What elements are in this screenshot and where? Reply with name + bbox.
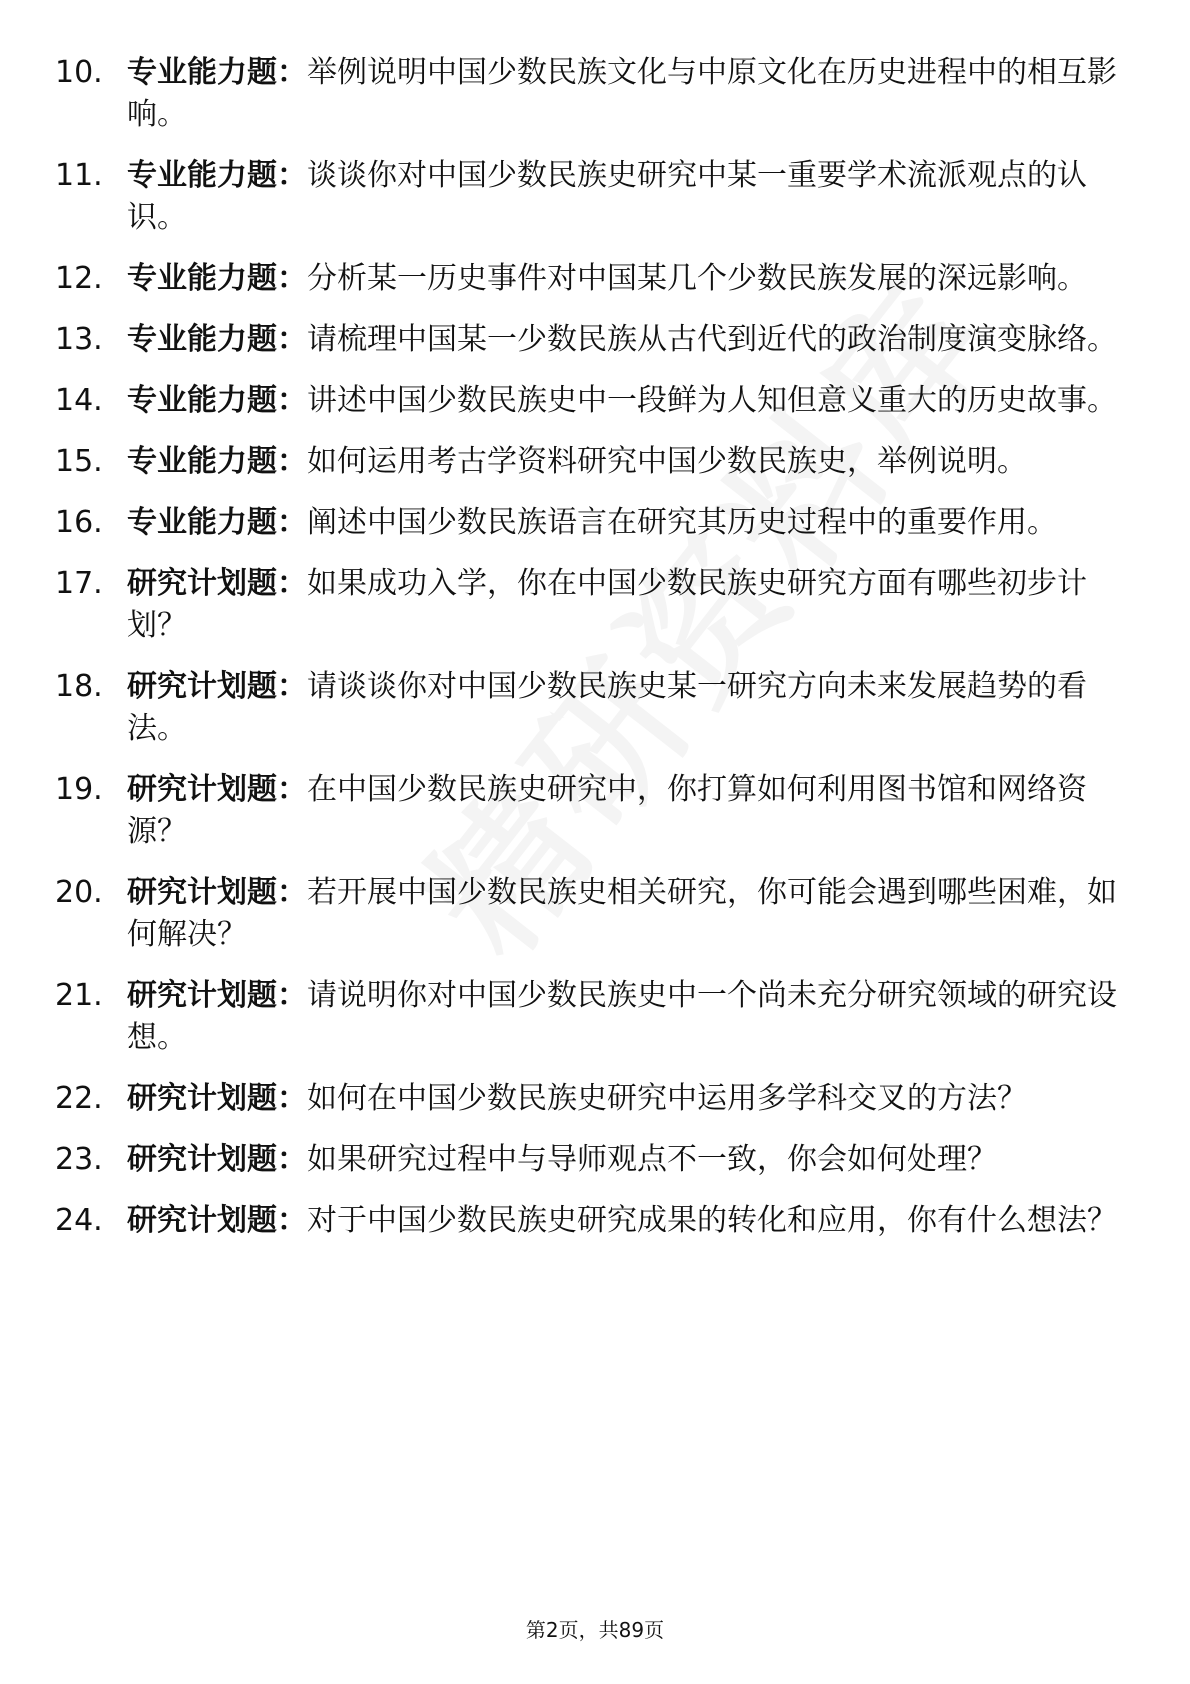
question-category: 研究计划题： bbox=[127, 566, 307, 601]
question-number: 14. bbox=[55, 383, 103, 418]
question-number: 16. bbox=[55, 505, 103, 540]
question-number: 15. bbox=[55, 444, 103, 479]
question-text: 阐述中国少数民族语言在研究其历史过程中的重要作用。 bbox=[307, 505, 1057, 540]
question-item bbox=[55, 1139, 1135, 1181]
question-category: 研究计划题： bbox=[127, 875, 307, 910]
question-text: 在中国少数民族史研究中，你打算如何利用图书馆和网络资源？ bbox=[127, 772, 1087, 849]
question-item bbox=[55, 258, 1135, 300]
question-item bbox=[55, 319, 1135, 361]
question-category: 专业能力题： bbox=[127, 505, 307, 540]
question-item bbox=[55, 769, 1135, 853]
question-category: 研究计划题： bbox=[127, 978, 307, 1013]
question-number: 17. bbox=[55, 566, 103, 601]
question-category: 专业能力题： bbox=[127, 55, 307, 90]
question-item bbox=[55, 441, 1135, 483]
question-text: 如果成功入学，你在中国少数民族史研究方面有哪些初步计划？ bbox=[127, 566, 1087, 643]
question-category: 研究计划题： bbox=[127, 1142, 307, 1177]
question-category: 专业能力题： bbox=[127, 444, 307, 479]
question-number: 18. bbox=[55, 669, 103, 704]
question-item bbox=[55, 666, 1135, 750]
question-number: 24. bbox=[55, 1203, 103, 1238]
question-number: 20. bbox=[55, 875, 103, 910]
question-category: 研究计划题： bbox=[127, 1081, 307, 1116]
question-category: 专业能力题： bbox=[127, 261, 307, 296]
question-text: 若开展中国少数民族史相关研究，你可能会遇到哪些困难，如何解决？ bbox=[127, 875, 1117, 952]
question-text: 谈谈你对中国少数民族史研究中某一重要学术流派观点的认识。 bbox=[127, 158, 1087, 235]
question-list bbox=[55, 52, 1135, 1261]
question-number: 23. bbox=[55, 1142, 103, 1177]
question-item bbox=[55, 502, 1135, 544]
question-number: 12. bbox=[55, 261, 103, 296]
page-footer: 第2页，共89页 bbox=[525, 1618, 665, 1642]
question-text: 请梳理中国某一少数民族从古代到近代的政治制度演变脉络。 bbox=[307, 322, 1117, 357]
question-item bbox=[55, 563, 1135, 647]
question-text: 如果研究过程中与导师观点不一致，你会如何处理？ bbox=[307, 1142, 997, 1177]
question-category: 专业能力题： bbox=[127, 158, 307, 193]
question-number: 10. bbox=[55, 55, 103, 90]
question-item bbox=[55, 975, 1135, 1059]
question-item bbox=[55, 380, 1135, 422]
question-text: 请说明你对中国少数民族史中一个尚未充分研究领域的研究设想。 bbox=[127, 978, 1117, 1055]
question-category: 研究计划题： bbox=[127, 772, 307, 807]
question-category: 研究计划题： bbox=[127, 669, 307, 704]
question-text: 讲述中国少数民族史中一段鲜为人知但意义重大的历史故事。 bbox=[307, 383, 1117, 418]
question-category: 专业能力题： bbox=[127, 383, 307, 418]
question-number: 21. bbox=[55, 978, 103, 1013]
question-text: 请谈谈你对中国少数民族史某一研究方向未来发展趋势的看法。 bbox=[127, 669, 1087, 746]
question-item bbox=[55, 1200, 1135, 1242]
question-number: 22. bbox=[55, 1081, 103, 1116]
question-category: 研究计划题： bbox=[127, 1203, 307, 1238]
question-item bbox=[55, 155, 1135, 239]
question-category: 专业能力题： bbox=[127, 322, 307, 357]
question-number: 13. bbox=[55, 322, 103, 357]
question-number: 11. bbox=[55, 158, 103, 193]
question-item bbox=[55, 52, 1135, 136]
question-text: 如何在中国少数民族史研究中运用多学科交叉的方法？ bbox=[307, 1081, 1027, 1116]
question-number: 19. bbox=[55, 772, 103, 807]
question-text: 对于中国少数民族史研究成果的转化和应用，你有什么想法？ bbox=[307, 1203, 1117, 1238]
question-text: 分析某一历史事件对中国某几个少数民族发展的深远影响。 bbox=[307, 261, 1087, 296]
question-item bbox=[55, 872, 1135, 956]
question-text: 举例说明中国少数民族文化与中原文化在历史进程中的相互影响。 bbox=[127, 55, 1117, 132]
question-text: 如何运用考古学资料研究中国少数民族史，举例说明。 bbox=[307, 444, 1027, 479]
question-item bbox=[55, 1078, 1135, 1120]
